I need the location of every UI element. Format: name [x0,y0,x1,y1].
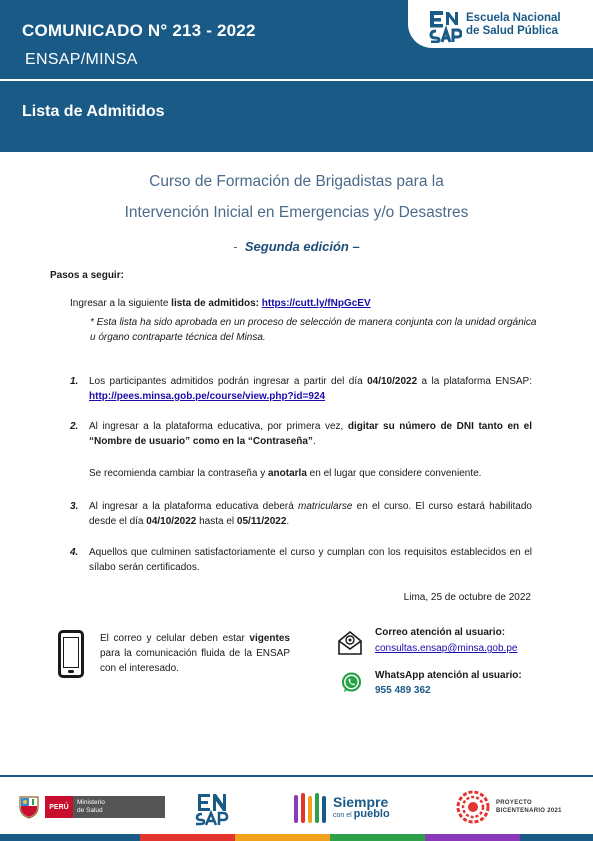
step-text-part: Se recomienda cambiar la contraseña y [89,468,268,479]
step-text: Aquellos que culminen satisfactoriamente el curso y cumplan con los requisitos establecidos en el sílabo serán certificados. [89,547,532,573]
password-recommendation [89,466,481,481]
con-el-word: con el [333,812,352,819]
header-banner [0,0,593,152]
step-text-part: en el lugar que considere conveniente. [306,468,482,479]
course-start-date: 04/10/2022 [146,516,197,527]
step-number: 4. [70,547,79,558]
ministry-label [73,796,165,818]
step-text [89,499,532,529]
step-text-bold: anotarla [267,468,307,479]
contact-note-part: El correo y celular deben estar [100,633,250,644]
step-number: 3. [70,501,79,512]
phone-screen [63,637,79,668]
whatsapp-number[interactable]: 955 489 362 [375,685,431,696]
communique-title: COMUNICADO N° 213 - 2022 [22,21,256,40]
email-label: Correo atención al usuario: [375,627,506,638]
step-text-part: Al ingresar a la plataforma educativa deberá [89,501,298,512]
email-icon [336,629,364,657]
step-text [89,374,532,404]
communique-subtitle: ENSAP/MINSA [25,51,138,68]
step-item-1 [70,374,532,404]
bicentenario-icon [455,789,491,825]
list-title: Lista de Admitidos [22,103,165,120]
band-segment [140,834,235,841]
edition-label [0,239,593,254]
phone-button [68,670,74,673]
footer-color-band [0,834,593,841]
band-segment [520,834,593,841]
ensap-logo-icon [428,9,462,43]
peru-ministry-logo [45,796,165,818]
step-item-2 [70,419,532,449]
bicentenario-label [496,799,562,815]
link-intro-bold: lista de admitidos: [171,298,259,309]
pueblo-word: pueblo [353,808,390,820]
band-segment [0,834,140,841]
peru-shield-icon [18,795,40,819]
step-text [89,419,532,449]
step-item-3 [70,499,532,529]
slogan-sub [333,809,390,821]
email-link[interactable]: consultas.ensap@minsa.gob.pe [375,643,518,654]
document-date: Lima, 25 de octubre de 2022 [403,592,531,603]
logo-line1: Escuela Nacional [466,12,561,24]
ministry-line2: de Salud [77,807,103,814]
footer-divider [0,775,593,777]
logo-line2: de Salud Pública [466,25,559,37]
step-text-part: Los participantes admitidos podrán ingresar a partir del día [89,376,368,387]
siempre-word: Siempre [333,794,389,810]
contact-note-bold: vigentes [249,633,290,644]
course-end-date: 05/11/2022 [236,516,287,527]
step-text-part: a la plataforma ENSAP: [417,376,533,387]
step-item-4 [70,545,532,575]
edition-dash: - [233,239,238,254]
step-text-italic: matricularse [298,501,353,512]
phone-icon [58,630,84,678]
bicent-line1: PROYECTO [496,800,532,806]
step-text-part: Al ingresar a la plataforma educativa, por primera vez, [89,421,348,432]
contact-note-part: para la comunicación fluida de la ENSAP con el interesado. [100,648,290,674]
whatsapp-icon [340,671,363,694]
approval-note: * Esta lista ha sido aprobada en un proceso de selección de manera conjunta con la unidad orgánica u órgano contraparte técnica del Minsa. [90,317,537,343]
ministry-line1: Ministerio [77,799,105,806]
admitted-list-paragraph [70,296,371,311]
course-title-line1: Curso de Formación de Brigadistas para la [149,173,444,190]
admitted-list-link[interactable]: https://cutt.ly/fNpGcEV [261,298,371,309]
siempre-bars-icon [293,791,329,825]
step-text-part: . [286,516,290,527]
start-date: 04/10/2022 [367,376,418,387]
header-divider [0,79,593,81]
step-number: 1. [70,376,79,387]
band-segment [235,834,330,841]
course-title-line2: Intervención Inicial en Emergencias y/o Desastres [124,204,469,221]
siempre-slogan [333,795,390,821]
step-text-part: en el curso. El curso estará habilitado desde el día [89,501,532,527]
band-segment [425,834,520,841]
steps-title: Pasos a seguir: [50,270,124,281]
peru-label: PERÚ [45,796,73,818]
platform-link[interactable]: http://pees.minsa.gob.pe/course/view.php?id=924 [89,391,326,402]
edition-text: Segunda edición – [244,239,360,254]
ensap-footer-logo-icon [192,792,230,826]
step-text-part: . [312,436,316,447]
step-text-part: hasta el [196,516,237,527]
logo-text [466,12,561,38]
dni-instruction: digitar su número de DNI tanto en el “Nombre de usuario” como en la “Contraseña” [89,421,533,447]
whatsapp-label: WhatsApp atención al usuario: [375,670,522,681]
step-number: 2. [70,421,79,432]
link-intro: Ingresar a la siguiente [70,298,172,309]
band-segment [330,834,425,841]
contact-note [100,631,290,676]
bicent-line2: BICENTENARIO 2021 [496,808,562,814]
